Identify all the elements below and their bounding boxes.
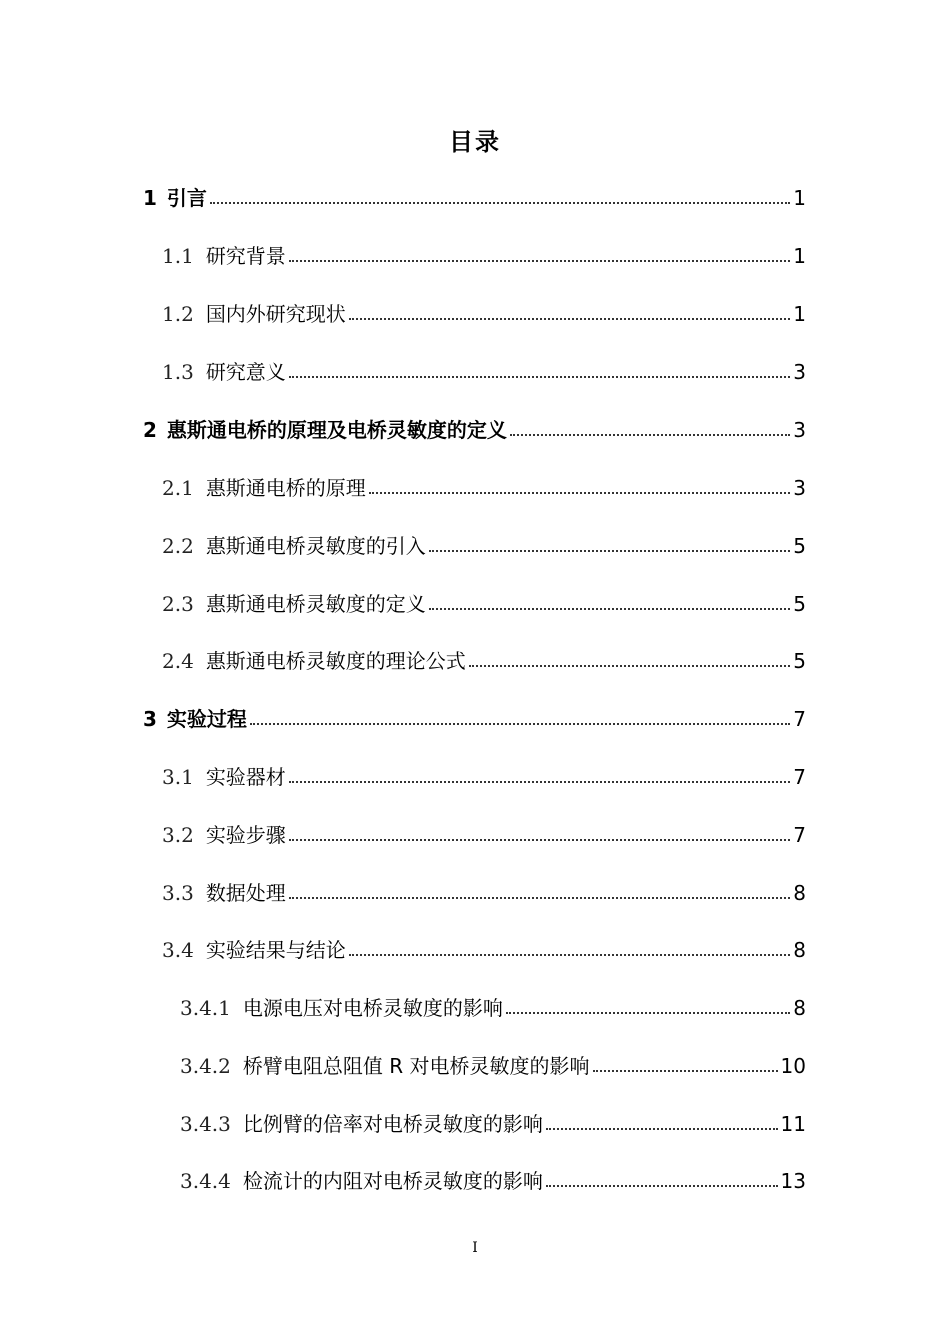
toc-entry[interactable] xyxy=(162,935,806,965)
toc-entry-number: 1 xyxy=(143,186,157,210)
toc-entry-label: 比例臂的倍率对电桥灵敏度的影响 xyxy=(242,1112,543,1136)
toc-entry-number: 1.1 xyxy=(162,244,194,268)
toc-entry-label: 研究背景 xyxy=(205,244,286,268)
toc-entry-page: 3 xyxy=(793,476,806,500)
toc-entry-label: 实验过程 xyxy=(166,707,247,731)
toc-entry-page: 8 xyxy=(793,881,806,905)
page-title: 目录 xyxy=(449,128,501,156)
toc-entry[interactable] xyxy=(162,241,806,271)
toc-entry-number: 1.3 xyxy=(162,360,194,384)
toc-entry-label: 实验步骤 xyxy=(205,823,286,847)
toc-entry-label: 引言 xyxy=(166,186,207,210)
toc-entry-label: 国内外研究现状 xyxy=(205,302,346,326)
toc-entry-label: 惠斯通电桥灵敏度的定义 xyxy=(205,592,426,616)
dot-leader xyxy=(349,953,790,956)
dot-leader xyxy=(289,259,790,262)
toc-entry-label: 研究意义 xyxy=(205,360,286,384)
toc-entry-number: 3.4.3 xyxy=(180,1112,231,1136)
toc-entry-page: 1 xyxy=(793,244,806,268)
dot-leader xyxy=(510,433,790,436)
toc-entry-number: 3 xyxy=(143,707,157,731)
toc-entry-number: 3.2 xyxy=(162,823,194,847)
toc-entry-label: 惠斯通电桥的原理及电桥灵敏度的定义 xyxy=(166,418,507,442)
toc-entry[interactable] xyxy=(162,589,806,619)
dot-leader xyxy=(289,838,790,841)
toc-entry-label: 数据处理 xyxy=(205,881,286,905)
toc-entry-page: 8 xyxy=(793,996,806,1020)
toc-entry-number: 2 xyxy=(143,418,157,442)
toc-entry-page: 1 xyxy=(793,302,806,326)
dot-leader xyxy=(429,549,790,552)
toc-entry[interactable] xyxy=(180,1166,806,1196)
toc-entry-number: 3.1 xyxy=(162,765,194,789)
dot-leader xyxy=(469,664,790,667)
toc-entry[interactable] xyxy=(143,415,806,445)
dot-leader xyxy=(546,1127,778,1130)
toc-entry-number: 3.4.1 xyxy=(180,996,231,1020)
toc-entry[interactable] xyxy=(143,704,806,734)
dot-leader xyxy=(210,201,790,204)
toc-entry-label: 桥臂电阻总阻值 R 对电桥灵敏度的影响 xyxy=(242,1054,590,1078)
toc-entry-number: 2.4 xyxy=(162,649,194,673)
footer-page-number: I xyxy=(472,1240,478,1256)
toc-entry[interactable] xyxy=(162,820,806,850)
toc-entry-number: 3.4.2 xyxy=(180,1054,231,1078)
toc-entry-page: 1 xyxy=(793,186,806,210)
toc-entry-page: 3 xyxy=(793,418,806,442)
toc-entry-number: 2.3 xyxy=(162,592,194,616)
toc-entry-page: 5 xyxy=(793,592,806,616)
toc-entry-page: 10 xyxy=(780,1054,806,1078)
dot-leader xyxy=(506,1011,790,1014)
toc-entry[interactable] xyxy=(162,357,806,387)
toc-entry-number: 2.2 xyxy=(162,534,194,558)
toc-entry[interactable] xyxy=(180,1051,806,1081)
toc-entry[interactable] xyxy=(143,183,806,213)
toc-entry[interactable] xyxy=(162,531,806,561)
toc-entry-number: 3.4 xyxy=(162,938,194,962)
toc-entry[interactable] xyxy=(180,993,806,1023)
toc-entry-number: 1.2 xyxy=(162,302,194,326)
toc-entry-page: 3 xyxy=(793,360,806,384)
toc-entry-page: 7 xyxy=(793,823,806,847)
toc-entry-number: 3.3 xyxy=(162,881,194,905)
toc-entry[interactable] xyxy=(162,299,806,329)
toc-entry[interactable] xyxy=(180,1109,806,1139)
toc-entry-page: 13 xyxy=(780,1169,806,1193)
toc-entry[interactable] xyxy=(162,878,806,908)
toc-entry-page: 8 xyxy=(793,938,806,962)
toc-entry-label: 惠斯通电桥灵敏度的理论公式 xyxy=(205,649,466,673)
toc-entry-label: 电源电压对电桥灵敏度的影响 xyxy=(242,996,503,1020)
toc-entry-page: 5 xyxy=(793,534,806,558)
toc-entry-page: 11 xyxy=(780,1112,806,1136)
toc-entry-page: 5 xyxy=(793,649,806,673)
toc-entry-number: 3.4.4 xyxy=(180,1169,231,1193)
dot-leader xyxy=(289,896,790,899)
toc-entry-page: 7 xyxy=(793,765,806,789)
toc-entry-label: 实验结果与结论 xyxy=(205,938,346,962)
dot-leader xyxy=(593,1069,778,1072)
dot-leader xyxy=(289,780,790,783)
toc-entry-label: 实验器材 xyxy=(205,765,286,789)
toc-entry-label: 惠斯通电桥的原理 xyxy=(205,476,366,500)
dot-leader xyxy=(250,722,790,725)
toc-entry[interactable] xyxy=(162,473,806,503)
toc-entry-page: 7 xyxy=(793,707,806,731)
toc-entry[interactable] xyxy=(162,762,806,792)
dot-leader xyxy=(349,317,790,320)
toc-entry-number: 2.1 xyxy=(162,476,194,500)
dot-leader xyxy=(429,607,790,610)
toc-entry-label: 惠斯通电桥灵敏度的引入 xyxy=(205,534,426,558)
toc-entry-label: 检流计的内阻对电桥灵敏度的影响 xyxy=(242,1169,543,1193)
dot-leader xyxy=(369,491,790,494)
dot-leader xyxy=(546,1184,778,1187)
dot-leader xyxy=(289,375,790,378)
toc-entry[interactable] xyxy=(162,646,806,676)
